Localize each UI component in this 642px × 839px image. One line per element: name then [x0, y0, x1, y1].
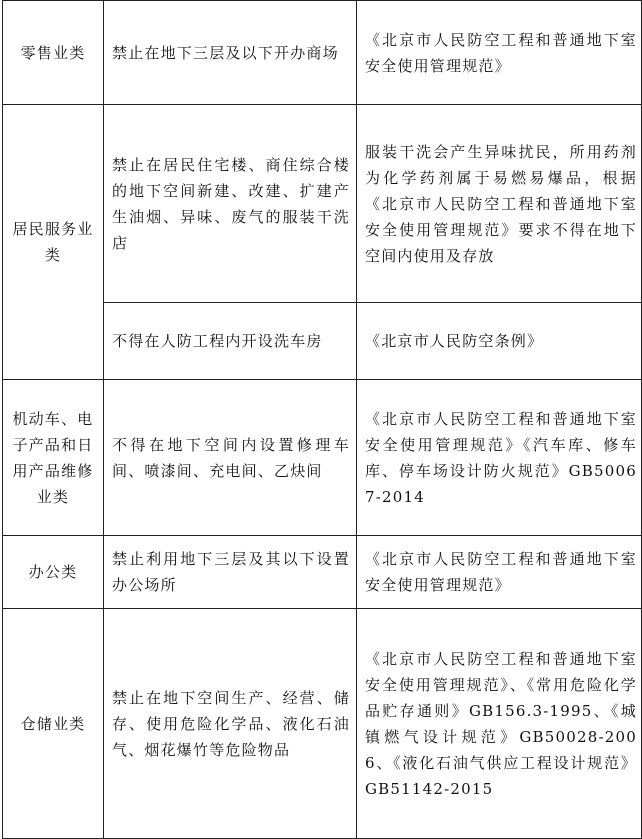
requirement-cell: 禁止利用地下三层及其以下设置办公场所 — [104, 536, 357, 609]
requirement-cell: 禁止在地下三层及以下开办商场 — [104, 1, 357, 105]
basis-cell: 服装干洗会产生异味扰民，所用药剂为化学药剂属于易燃易爆品，根据《北京市人民防空工程和普通地下室安全使用管理规范》要求不得在地下空间内使用及存放 — [357, 105, 642, 303]
basis-cell: 《北京市人民防空工程和普通地下室安全使用管理规范》、《常用危险化学品贮存通则》GB156.3-1995、《城镇燃气设计规范》GB50028-2006、《液化石油气供应工程设计规范》GB51142-2015 — [357, 609, 642, 839]
requirement-cell: 不得在人防工程内开设洗车房 — [104, 303, 357, 380]
requirement-cell: 不得在地下空间内设置修理车间、喷漆间、充电间、乙炔间 — [104, 380, 357, 536]
basis-cell: 《北京市人民防空工程和普通地下室安全使用管理规范》 — [357, 1, 642, 105]
regulation-table-body — [3, 1, 642, 839]
category-cell: 办公类 — [3, 536, 104, 609]
category-cell: 仓储业类 — [3, 609, 104, 839]
basis-cell: 《北京市人民防空工程和普通地下室安全使用管理规范》 — [357, 536, 642, 609]
basis-cell: 《北京市人民防空条例》 — [357, 303, 642, 380]
table-row-retail — [3, 1, 642, 105]
table-row-office — [3, 536, 642, 609]
category-cell: 居民服务业类 — [3, 105, 104, 380]
basis-cell: 《北京市人民防空工程和普通地下室安全使用管理规范》《汽车库、修车库、停车场设计防火规范》GB50067-2014 — [357, 380, 642, 536]
requirement-cell: 禁止在地下空间生产、经营、储存、使用危险化学品、液化石油气、烟花爆竹等危险物品 — [104, 609, 357, 839]
regulation-table — [2, 0, 642, 839]
table-row-repair — [3, 380, 642, 536]
category-cell: 零售业类 — [3, 1, 104, 105]
category-cell: 机动车、电子产品和日用产品维修业类 — [3, 380, 104, 536]
requirement-cell: 禁止在居民住宅楼、商住综合楼的地下空间新建、改建、扩建产生油烟、异味、废气的服装干洗店 — [104, 105, 357, 303]
table-row-resident-services — [3, 105, 642, 303]
table-row-warehousing — [3, 609, 642, 839]
